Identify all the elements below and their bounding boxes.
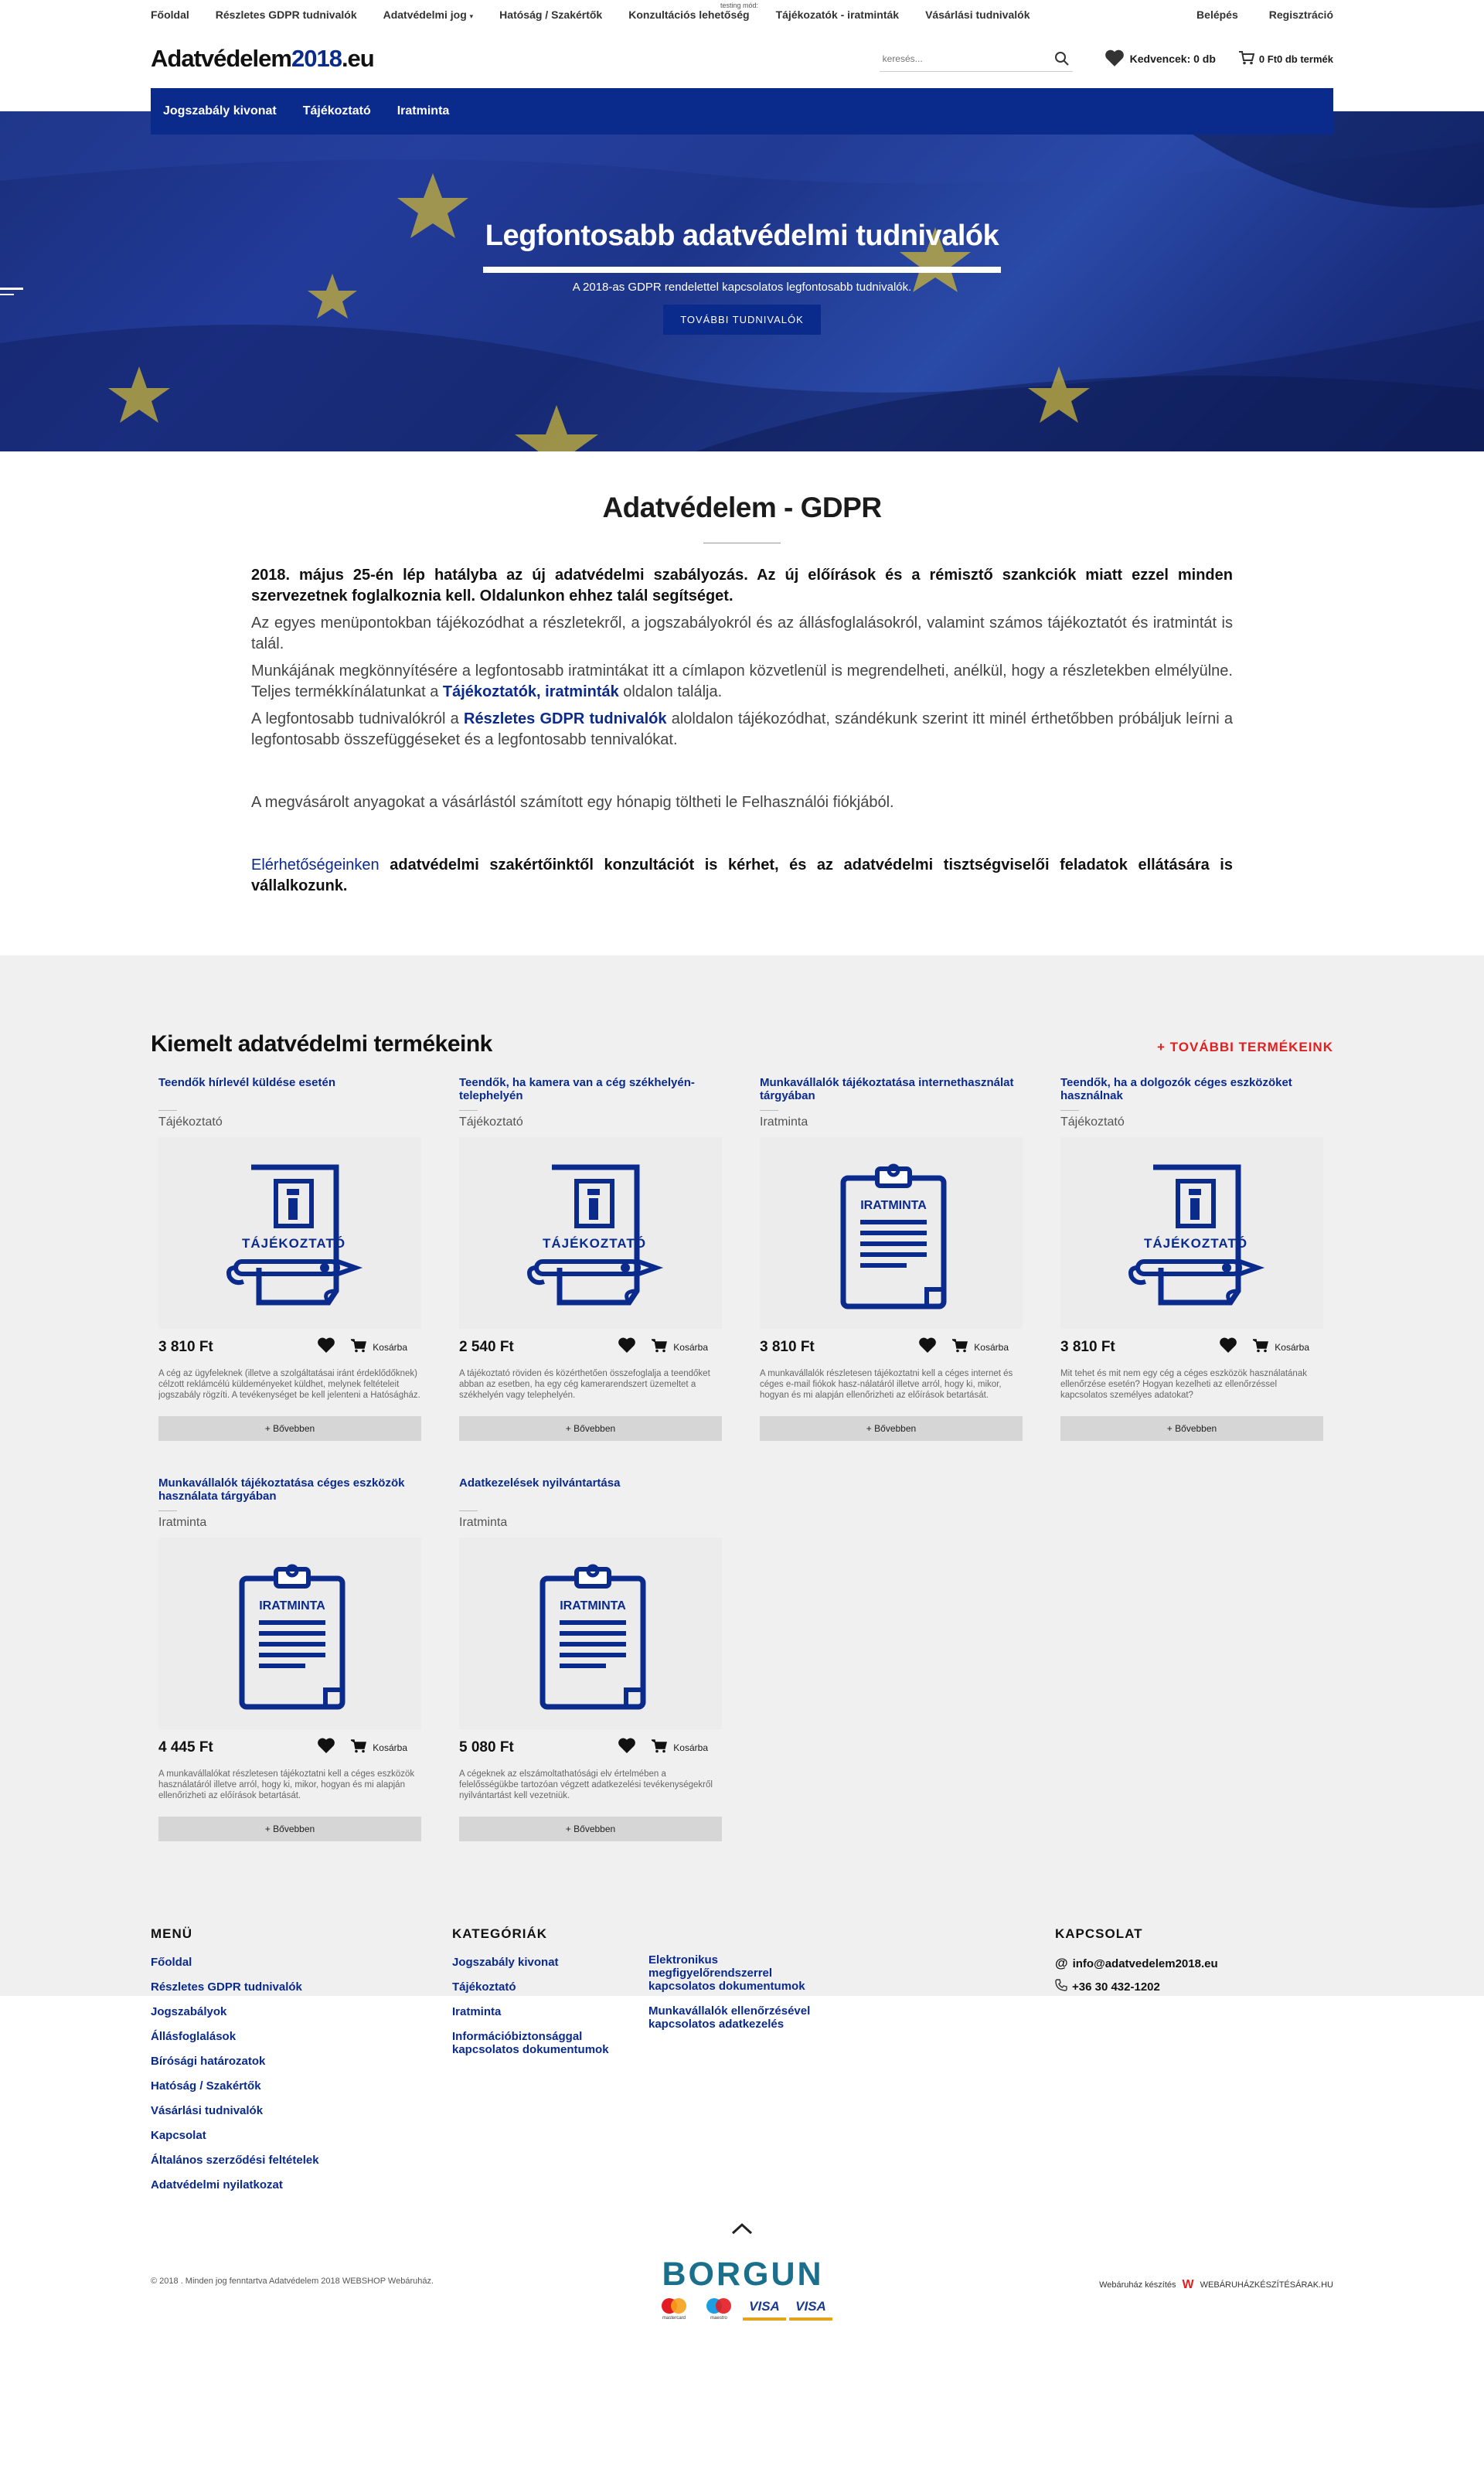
logo-tld: .eu bbox=[341, 45, 374, 72]
favorites-count: Kedvencek: 0 db bbox=[1129, 53, 1216, 65]
site-logo[interactable] bbox=[151, 45, 374, 73]
add-to-favorites-heart-icon[interactable] bbox=[1219, 1337, 1237, 1357]
product-card[interactable] bbox=[158, 1476, 421, 1841]
title-underline bbox=[760, 1110, 778, 1111]
search-icon[interactable] bbox=[1051, 51, 1073, 66]
top-nav-authority[interactable]: Hatóság / Szakértők bbox=[499, 9, 603, 21]
add-to-cart-label: Kosárba bbox=[1275, 1341, 1309, 1353]
product-price: 3 810 Ft bbox=[1060, 1338, 1115, 1355]
product-image[interactable] bbox=[760, 1137, 1023, 1329]
more-products-link[interactable]: + TOVÁBBI TERMÉKEINK bbox=[1157, 1040, 1333, 1054]
add-to-cart-button[interactable] bbox=[652, 1339, 708, 1355]
title-underline bbox=[459, 1110, 478, 1111]
maestro-logo bbox=[698, 2296, 740, 2321]
product-card[interactable] bbox=[1060, 1076, 1323, 1441]
hero-more-button[interactable]: TOVÁBBI TUDNIVALÓK bbox=[663, 305, 821, 335]
top-bar bbox=[0, 0, 1484, 29]
product-title[interactable]: Adatkezelések nyilvántartása bbox=[459, 1476, 621, 1490]
footer-contact-title: KAPCSOLAT bbox=[1055, 1926, 1143, 1941]
add-to-favorites-heart-icon[interactable] bbox=[618, 1737, 636, 1758]
footer-phone-text: +36 30 432-1202 bbox=[1072, 1980, 1160, 1994]
site-footer bbox=[0, 1926, 1484, 2396]
add-to-cart-button[interactable] bbox=[652, 1739, 708, 1756]
heart-icon bbox=[1104, 49, 1125, 70]
top-nav-law[interactable] bbox=[383, 9, 474, 21]
favorites-link[interactable] bbox=[1104, 49, 1216, 70]
caret-down-icon: ▾ bbox=[469, 12, 474, 20]
product-price: 3 810 Ft bbox=[760, 1338, 815, 1355]
title-underline bbox=[1060, 1110, 1079, 1111]
add-to-cart-button[interactable] bbox=[351, 1339, 407, 1355]
product-category: Tájékoztató bbox=[158, 1115, 223, 1129]
logo-main: Adatvédelem bbox=[151, 45, 291, 72]
icon-label: IRATMINTA bbox=[860, 1199, 927, 1212]
top-nav-home[interactable]: Főoldal bbox=[151, 9, 189, 21]
product-image[interactable] bbox=[1060, 1137, 1323, 1329]
login-link[interactable]: Belépés bbox=[1196, 9, 1238, 21]
product-card[interactable] bbox=[760, 1076, 1023, 1441]
made-by-label: Webáruház készítés bbox=[1099, 2280, 1176, 2290]
logo-highlight: 2018 bbox=[291, 45, 342, 72]
footer-category-link[interactable]: Elektronikus megfigyelőrendszerrel kapcsolatos dokumentumok bbox=[648, 1953, 805, 1993]
info-document-icon bbox=[513, 1152, 668, 1314]
hero-divider bbox=[483, 267, 1001, 273]
at-icon: @ bbox=[1055, 1956, 1068, 1970]
footer-menu-link[interactable]: Kapcsolat bbox=[151, 2129, 206, 2142]
visa-logo: VISA bbox=[743, 2296, 786, 2321]
intro-p6-text: adatvédelmi szakértőinktől konzultációt is kérhet, és az adatvédelmi tisztségviselői feladatok ellátására is vállalkozunk. bbox=[251, 856, 1233, 894]
gdpr-details-link[interactable]: Részletes GDPR tudnivalók bbox=[464, 710, 667, 727]
products-heading: Kiemelt adatvédelmi termékeink bbox=[151, 1031, 492, 1057]
icon-label: IRATMINTA bbox=[259, 1599, 325, 1613]
footer-category-link[interactable]: Információbiztonsággal kapcsolatos dokumentumok bbox=[452, 2030, 609, 2056]
search-box bbox=[880, 46, 1073, 72]
footer-menu-link[interactable]: Adatvédelmi nyilatkozat bbox=[151, 2178, 283, 2191]
top-nav-consult[interactable]: Konzultációs lehetőség bbox=[628, 9, 750, 21]
info-document-icon bbox=[1115, 1152, 1269, 1314]
product-category: Iratminta bbox=[760, 1115, 808, 1129]
cart-icon bbox=[351, 1739, 366, 1756]
top-nav bbox=[151, 9, 1030, 21]
product-more-button[interactable]: + Bővebben bbox=[158, 1416, 421, 1441]
clipboard-document-icon bbox=[814, 1152, 968, 1314]
footer-menu-link[interactable]: Jogszabályok bbox=[151, 2005, 227, 2018]
main-nav-info[interactable]: Tájékoztató bbox=[302, 104, 371, 117]
footer-category-link[interactable]: Munkavállalók ellenőrzésével kapcsolatos adatkezelés bbox=[648, 2004, 811, 2031]
add-to-cart-button[interactable] bbox=[952, 1339, 1009, 1355]
intro-paragraph-3 bbox=[251, 709, 1233, 751]
contact-link[interactable]: Elérhetőségeinken bbox=[251, 856, 380, 874]
footer-menu-link[interactable]: Általános szerződési feltételek bbox=[151, 2154, 319, 2167]
product-card[interactable] bbox=[459, 1476, 722, 1841]
copyright: © 2018 . Minden jog fenntartva Adatvédelem 2018 WEBSHOP Webáruház. bbox=[151, 2277, 434, 2286]
cart-icon bbox=[1253, 1339, 1268, 1355]
webaruhaz-logo-icon: W bbox=[1182, 2278, 1194, 2291]
product-title[interactable]: Teendők, ha kamera van a cég székhelyén-telephelyén bbox=[459, 1076, 695, 1102]
product-category: Iratminta bbox=[459, 1516, 508, 1529]
product-description: A tájékoztató röviden és közérthetően összefoglalja a teendőket abban az esetben, ha egy cég kamerarendszert üzemeltet a székhelyén vagy telephelyén. bbox=[459, 1369, 710, 1400]
add-to-favorites-heart-icon[interactable] bbox=[918, 1337, 937, 1357]
product-image[interactable] bbox=[158, 1538, 421, 1729]
add-to-favorites-heart-icon[interactable] bbox=[317, 1337, 335, 1357]
product-card[interactable] bbox=[158, 1076, 421, 1441]
add-to-cart-label: Kosárba bbox=[974, 1341, 1009, 1353]
footer-email[interactable] bbox=[1055, 1956, 1333, 1971]
top-nav-gdpr[interactable]: Részletes GDPR tudnivalók bbox=[215, 9, 357, 21]
footer-category-link[interactable]: Tájékoztató bbox=[452, 1980, 516, 1994]
add-to-cart-label: Kosárba bbox=[373, 1742, 407, 1753]
footer-menu-link[interactable]: Állásfoglalások bbox=[151, 2030, 237, 2043]
add-to-favorites-heart-icon[interactable] bbox=[618, 1337, 636, 1357]
footer-menu-link[interactable]: Vásárlási tudnivalók bbox=[151, 2104, 264, 2117]
main-nav-template[interactable]: Iratminta bbox=[397, 104, 450, 117]
product-title[interactable]: Teendők, ha a dolgozók céges eszközöket használnak bbox=[1060, 1076, 1292, 1102]
product-more-button[interactable]: + Bővebben bbox=[158, 1817, 421, 1841]
intro-paragraph-5 bbox=[251, 855, 1233, 897]
footer-category-link[interactable]: Iratminta bbox=[452, 2005, 502, 2018]
footer-menu-link[interactable]: Hatóság / Szakértők bbox=[151, 2079, 261, 2093]
intro-p4-text: A legfontosabb tudnivalókról a bbox=[251, 710, 465, 727]
intro-p3-text-end: oldalon találja. bbox=[618, 683, 723, 700]
clipboard-document-icon bbox=[513, 1552, 668, 1715]
mastercard-label: mastercard bbox=[662, 2316, 686, 2321]
add-to-cart-button[interactable] bbox=[351, 1739, 407, 1756]
product-more-button[interactable]: + Bővebben bbox=[459, 1416, 722, 1441]
product-image[interactable] bbox=[459, 1538, 722, 1729]
product-title[interactable]: Munkavállalók tájékoztatása céges eszközök használata tárgyában bbox=[158, 1476, 405, 1503]
product-description: A munkavállalókat részletesen tájékoztatni kell a céges eszközök használatáról illetve arról, hogy ki, mikor, hogyan és mi alapján ellenőrizheti az előírások betartását. bbox=[158, 1769, 415, 1800]
scroll-to-top-icon[interactable] bbox=[730, 2222, 754, 2239]
product-price: 3 810 Ft bbox=[158, 1338, 213, 1355]
made-by[interactable] bbox=[1099, 2278, 1333, 2292]
icon-label: TÁJÉKOZTATÓ bbox=[542, 1236, 647, 1251]
footer-category-link[interactable]: Jogszabály kivonat bbox=[452, 1956, 559, 1969]
intro-paragraph-1: Az egyes menüpontokban tájékozódhat a részletekről, a jogszabályokról és az állásfoglalásokról, valamint számos tájékoztatót és iratmintát is talál. bbox=[251, 615, 1233, 652]
cart-link[interactable] bbox=[1239, 51, 1333, 67]
cart-icon bbox=[952, 1339, 968, 1355]
product-more-button[interactable]: + Bővebben bbox=[760, 1416, 1023, 1441]
top-nav-docs[interactable]: Tájékozatók - iratminták bbox=[775, 9, 900, 21]
icon-label: TÁJÉKOZTATÓ bbox=[241, 1236, 346, 1251]
clipboard-document-icon bbox=[213, 1552, 367, 1715]
add-to-favorites-heart-icon[interactable] bbox=[317, 1737, 335, 1758]
hero-banner bbox=[0, 111, 1484, 451]
footer-menu-link[interactable]: Főoldal bbox=[151, 1956, 192, 1969]
search-input[interactable] bbox=[880, 53, 1051, 64]
product-price: 4 445 Ft bbox=[158, 1739, 213, 1756]
phone-icon bbox=[1055, 1979, 1067, 1994]
intro-section bbox=[0, 451, 1484, 955]
featured-products bbox=[0, 955, 1484, 1996]
cart-icon bbox=[1239, 51, 1254, 67]
hero-title: Legfontosabb adatvédelmi tudnivalók bbox=[485, 220, 999, 252]
product-description: Mit tehet és mit nem egy cég a céges eszközök használatának ellenőrzése esetén? Hogyan kezelheti az ellenőrzéssel kapcsolatos személyes adatokat? bbox=[1060, 1369, 1307, 1400]
add-to-cart-label: Kosárba bbox=[373, 1341, 407, 1353]
footer-menu-link[interactable]: Bírósági határozatok bbox=[151, 2055, 266, 2068]
top-nav-shopping[interactable]: Vásárlási tudnivalók bbox=[925, 9, 1030, 21]
product-price: 5 080 Ft bbox=[459, 1739, 514, 1756]
cart-summary: 0 Ft0 db termék bbox=[1258, 53, 1333, 65]
product-description: A cégeknek az elszámoltathatósági elv értelmében a felelősségükbe tartozóan végzett adatkezelési tevékenységekről nyilvántartást kell vezetniük. bbox=[459, 1769, 713, 1800]
product-title[interactable]: Munkavállalók tájékoztatása internethasználat tárgyában bbox=[760, 1076, 1014, 1102]
product-description: A cég az ügyfeleknek (illetve a szolgáltatásai iránt érdeklődőknek) célzott reklámcélú küldeményeket küldhet, melynek feltételeit jogszabály rögzíti. A tevékenységet be kell jelenteni a Hatóságház. bbox=[158, 1369, 420, 1400]
made-by-brand: WEBÁRUHÁZKÉSZÍTÉSÁRAK.HU bbox=[1200, 2280, 1333, 2290]
register-link[interactable]: Regisztráció bbox=[1268, 9, 1333, 21]
product-title[interactable]: Teendők hírlevél küldése esetén bbox=[158, 1076, 335, 1089]
info-document-icon bbox=[213, 1152, 367, 1314]
borgun-logo: BORGUN bbox=[662, 2256, 824, 2293]
product-price: 2 540 Ft bbox=[459, 1338, 514, 1355]
intro-paragraph-4: A megvásárolt anyagokat a vásárlástól számított egy hónapig töltheti le Felhasználói fiókjából. bbox=[251, 794, 894, 811]
mastercard-logo bbox=[653, 2296, 695, 2321]
footer-menu-title: MENÜ bbox=[151, 1926, 193, 1941]
product-image[interactable] bbox=[459, 1137, 722, 1329]
footer-email-text: info@adatvedelem2018.eu bbox=[1072, 1956, 1218, 1970]
icon-label: TÁJÉKOZTATÓ bbox=[1143, 1236, 1248, 1251]
cart-icon bbox=[652, 1739, 667, 1756]
product-more-button[interactable]: + Bővebben bbox=[459, 1817, 722, 1841]
title-underline bbox=[459, 1510, 478, 1511]
intro-lead: 2018. május 25-én lép hatályba az új adatvédelmi szabályozás. Az új előírások és a rémisztő szankciók miatt ezzel minden szervezetnek foglalkoznia kell. Oldalunkon ehhez talál segítséget. bbox=[251, 567, 1233, 604]
intro-p4-text-end: aloldalon tájékozódhat, szándékunk szerint itt minél érthetőbben próbáljuk leírni a legfontosabb összefüggéseket és a legfontosabb tennivalókat. bbox=[251, 710, 1233, 748]
footer-menu-link[interactable]: Részletes GDPR tudnivalók bbox=[151, 1980, 302, 1994]
product-grid bbox=[151, 1076, 1333, 1841]
product-description: A munkavállalók részletesen tájékoztatni kell a céges internet és céges e-mail fiókok hasz-nálatáról illetve arról, hogy ki, mikor, hogyan és mi alapján ellenőrizheti az előírások betartását. bbox=[760, 1369, 1013, 1400]
testing-mode-label: testing mód: bbox=[720, 2, 759, 9]
top-nav-law-label: Adatvédelmi jog bbox=[383, 9, 467, 21]
cart-icon bbox=[351, 1339, 366, 1355]
product-more-button[interactable]: + Bővebben bbox=[1060, 1416, 1323, 1441]
intro-paragraph-2 bbox=[251, 661, 1233, 703]
main-nav bbox=[151, 88, 1333, 135]
add-to-cart-label: Kosárba bbox=[673, 1341, 708, 1353]
title-underline bbox=[158, 1110, 177, 1111]
footer-phone[interactable] bbox=[1055, 1979, 1333, 1994]
footer-categories-title: KATEGÓRIÁK bbox=[452, 1926, 548, 1941]
payment-logos bbox=[653, 2257, 832, 2321]
product-card[interactable] bbox=[459, 1076, 722, 1441]
page-title: Adatvédelem - GDPR bbox=[602, 492, 882, 523]
maestro-label: maestro bbox=[710, 2316, 727, 2321]
main-nav-law-extract[interactable]: Jogszabály kivonat bbox=[163, 104, 277, 117]
intro-p3-text: Munkájának megkönnyítésére a legfontosabb iratmintákat itt a címlapon közvetlenül is megrendelheti, anélkül, hogy a részletekben elmélyülne. Teljes termékkínálatunkat a bbox=[251, 662, 1233, 700]
cart-icon bbox=[652, 1339, 667, 1355]
product-image[interactable] bbox=[158, 1137, 421, 1329]
product-category: Iratminta bbox=[158, 1516, 207, 1529]
visa-electron-logo: VISA bbox=[789, 2296, 832, 2321]
add-to-cart-button[interactable] bbox=[1253, 1339, 1309, 1355]
hero-subtitle: A 2018-as GDPR rendelettel kapcsolatos legfontosabb tudnivalók. bbox=[572, 281, 912, 294]
product-category: Tájékoztató bbox=[1060, 1115, 1125, 1129]
title-underline bbox=[158, 1510, 177, 1511]
icon-label: IRATMINTA bbox=[560, 1599, 626, 1613]
add-to-cart-label: Kosárba bbox=[673, 1742, 708, 1753]
site-header bbox=[0, 29, 1484, 88]
docs-link[interactable]: Tájékoztatók, iratminták bbox=[442, 683, 619, 700]
product-category: Tájékoztató bbox=[459, 1115, 523, 1129]
